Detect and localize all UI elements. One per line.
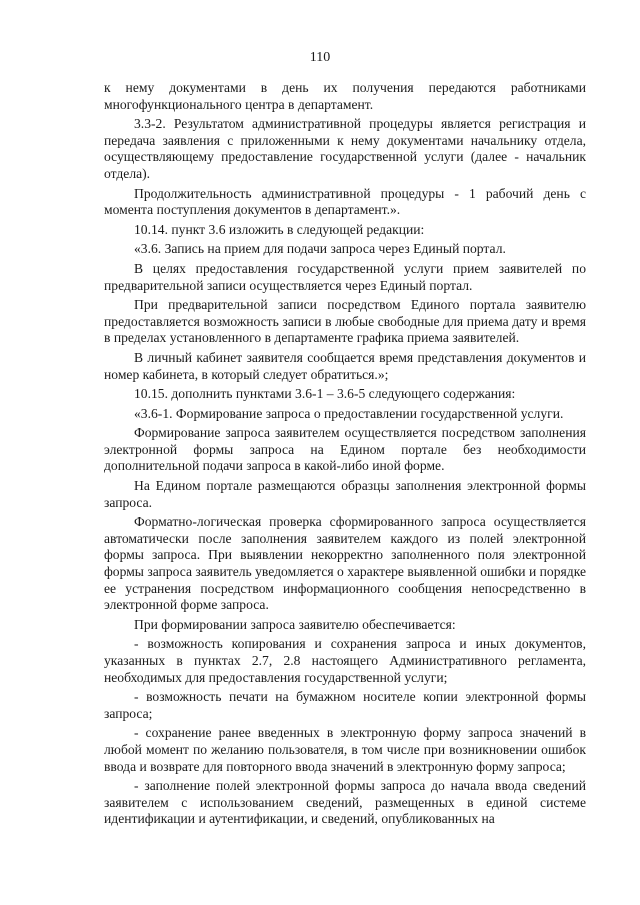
- paragraph: - заполнение полей электронной формы запроса до начала ввода сведений заявителем с использованием сведений, размещенных в единой системе идентификации и аутентификации, и сведений, опубликованных на: [104, 778, 586, 827]
- paragraph: При предварительной записи посредством Единого портала заявителю предоставляется возможность записи в любые свободные для приема дату и время в пределах установленного в департаменте графика приема заявителей.: [104, 297, 586, 346]
- paragraph: - возможность печати на бумажном носителе копии электронной формы запроса;: [104, 689, 586, 721]
- paragraph: - сохранение ранее введенных в электронную форму запроса значений в любой момент по желанию пользователя, в том числе при возникновении ошибок ввода и возврате для повторного ввода значений в электронную форму запроса;: [104, 725, 586, 774]
- paragraph: Формирование запроса заявителем осуществляется посредством заполнения электронной формы запроса на Едином портале без необходимости дополнительной подачи запроса в какой-либо иной форме.: [104, 425, 586, 474]
- paragraph: 10.14. пункт 3.6 изложить в следующей редакции:: [134, 221, 425, 237]
- paragraph: В личный кабинет заявителя сообщается время представления документов и номер кабинета, в который следует обратиться.»;: [104, 349, 586, 382]
- paragraph: к нему документами в день их получения передаются работниками многофункционального центра в департамент.: [104, 80, 586, 112]
- paragraph: «3.6. Запись на прием для подачи запроса через Единый портал.: [134, 241, 506, 257]
- paragraph: «3.6-1. Формирование запроса о предоставлении государственной услуги.: [134, 405, 564, 421]
- document-body: [104, 80, 586, 831]
- paragraph: Форматно-логическая проверка сформированного запроса осуществляется автоматически после заполнения заявителем каждого из полей электронной формы запроса. При выявлении некорректно заполненного поля электронной формы запроса заявитель уведомляется о характере выявленной ошибки и порядке ее устранения посредством информационного сообщения непосредственно в электронной форме запроса.: [104, 514, 586, 613]
- paragraph: В целях предоставления государственной услуги прием заявителей по предварительной записи осуществляется через Единый портал.: [104, 260, 586, 293]
- paragraph: Продолжительность административной процедуры - 1 рабочий день с момента поступления документов в департамент.».: [104, 185, 586, 218]
- page-number: 110: [309, 50, 331, 65]
- paragraph: При формировании запроса заявителю обеспечивается:: [134, 616, 456, 632]
- paragraph: - возможность копирования и сохранения запроса и иных документов, указанных в пунктах 2.7, 2.8 настоящего Административного регламента, необходимых для предоставления государственной услуги;: [104, 636, 586, 685]
- paragraph: 3.3-2. Результатом административной процедуры является регистрация и передача заявления с приложенными к нему документами начальнику отдела, осуществляющему предоставление государственной услуги (далее - начальник отдела).: [104, 116, 586, 181]
- paragraph: На Едином портале размещаются образцы заполнения электронной формы запроса.: [104, 478, 586, 510]
- paragraph: 10.15. дополнить пунктами 3.6-1 – 3.6-5 следующего содержания:: [134, 386, 516, 402]
